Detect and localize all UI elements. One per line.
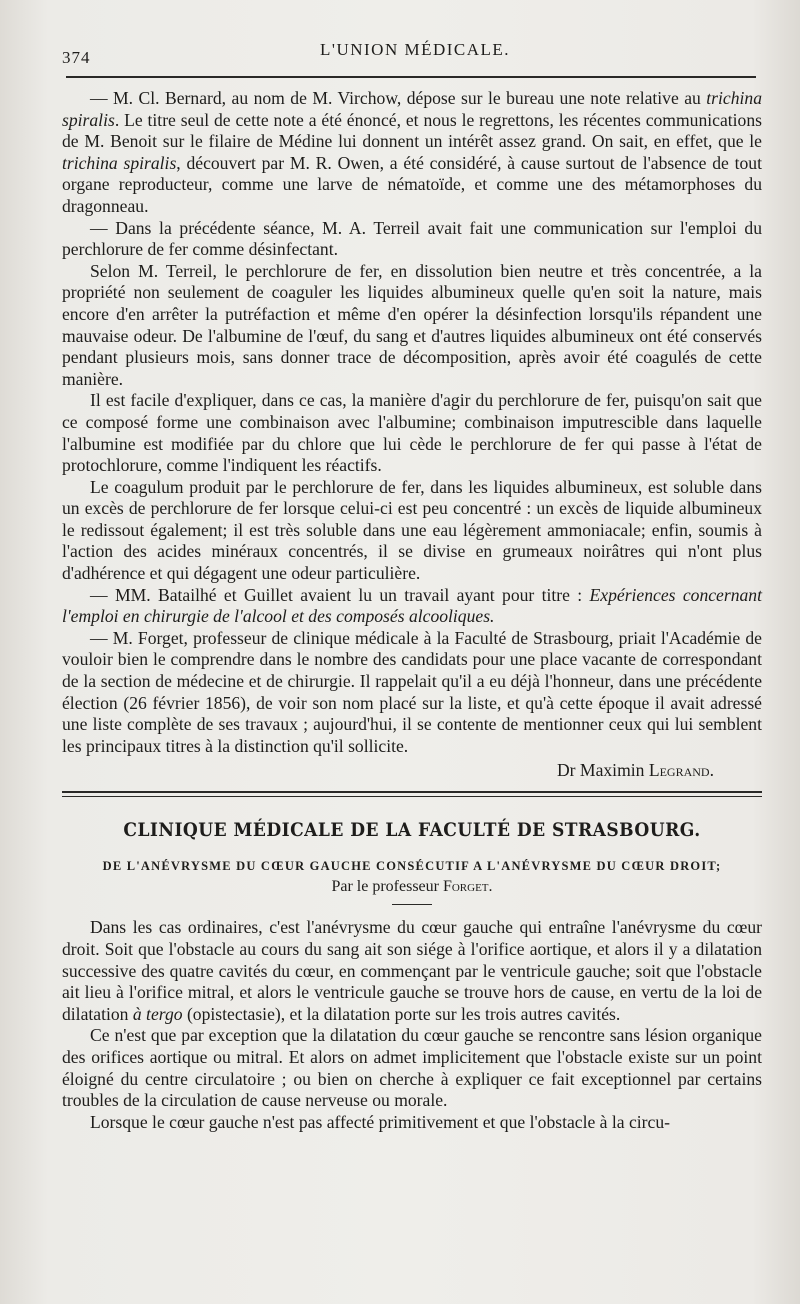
proceedings-paragraph xyxy=(62,390,762,476)
article-text xyxy=(62,917,762,1133)
italic-text: Expériences concernant l'emploi en chirurgie de l'alcool et des composés alcooliques. xyxy=(62,584,762,627)
italic-text: trichina spiralis xyxy=(62,152,177,173)
title-rule xyxy=(392,904,432,905)
proceedings-paragraph xyxy=(62,628,762,758)
byline-prefix: Par le professeur xyxy=(331,878,443,896)
text-run: — M. Forget, professeur de clinique médicale à la Faculté de Strasbourg, priait l'Académie de vouloir bien le comprendre dans le nombre des candidats pour une place vacante de correspondant de la section de médecine et de chirurgie. Il rappelait qu'il a eu déjà l'honneur, dans une précédente élection (26 février 1856), de voir son nom placé sur la liste, et qu'à cette époque il avait adressé une liste complète de ses travaux ; aujourd'hui, il se contente de mentionner ceux qui lui semblent les principaux titres à la distinction qu'il sollicite. xyxy=(62,627,762,756)
text-run: — Dans la précédente séance, M. A. Terreil avait fait une communication sur l'emploi du perchlorure de fer comme désinfectant. xyxy=(62,217,762,260)
text-run: Ce n'est que par exception que la dilatation du cœur gauche se rencontre sans lésion organique des orifices aortique ou mitral. Et alors on admet implicitement que l'obstacle existe sur un point éloigné du centre circulatoire ; ou bien on cherche à expliquer ce fait exceptionnel par certains troubles de la circulation de cause nerveuse ou morale. xyxy=(62,1025,762,1111)
byline-author: Forget. xyxy=(442,878,493,896)
section-divider xyxy=(62,791,762,797)
text-run: (opistectasie), et la dilatation porte sur les trois autres cavités. xyxy=(182,1003,621,1024)
byline xyxy=(62,878,762,896)
divider-thin xyxy=(62,796,762,797)
page-number: 374 xyxy=(62,48,91,67)
text-run: Dans les cas ordinaires, c'est l'anévrysme du cœur gauche qui entraîne l'anévrysme du cœur droit. Soit que l'obstacle au cours du sang ait son siége à l'orifice aortique, et alors il y a dilatation successive des quatre cavités du cœur, en commençant par le ventricule gauche; soit que l'obstacle ait lieu à l'orifice mitral, et alors le ventricule gauche se trouve hors de cause, en vertu de la loi de dilatation xyxy=(62,917,762,1024)
text-run: Il est facile d'expliquer, dans ce cas, la manière d'agir du perchlorure de fer, puisqu'on sait que ce composé forme une combinaison avec l'albumine; combinaison imputrescible dans laquelle l'albumine est modifiée par du chlore que lui cède le perchlorure de fer qui passe à l'état de protochlorure, comme l'indiquent les réactifs. xyxy=(62,390,762,476)
proceedings-paragraph xyxy=(62,585,762,628)
proceedings-paragraph xyxy=(62,88,762,218)
signature xyxy=(62,759,762,781)
article-paragraph xyxy=(62,1025,762,1111)
text-run: — MM. Batailhé et Guillet avaient lu un travail ayant pour titre : xyxy=(90,584,590,605)
running-head xyxy=(62,34,762,67)
proceedings-paragraph xyxy=(62,261,762,391)
header-rule xyxy=(66,76,756,78)
journal-title: L'UNION MÉDICALE. xyxy=(320,40,511,59)
divider-thick xyxy=(62,791,762,793)
text-run: Selon M. Terreil, le perchlorure de fer, en dissolution bien neutre et très concentrée, a la propriété non seulement de coaguler les liquides albumineux quelle qu'en soit la nature, mais encore d'en arrêter la putréfaction et même d'en opérer la désinfection lorsqu'ils répandent une mauvaise odeur. De l'albumine de l'œuf, du sang et d'autres liquides albumineux ont été conservés pendant plusieurs mois, sans donner trace de décomposition, après avoir été coagulés de cette manière. xyxy=(62,260,762,389)
text-run: Lorsque le cœur gauche n'est pas affecté primitivement et que l'obstacle à la circu- xyxy=(90,1111,671,1132)
italic-text: trichina spiralis xyxy=(62,88,762,130)
signature-prefix: Dr Maximin xyxy=(556,760,649,781)
proceedings-paragraph xyxy=(62,218,762,261)
section-title: CLINIQUE MÉDICALE DE LA FACULTÉ DE STRASBOURG. xyxy=(123,819,701,842)
signature-name: Legrand. xyxy=(648,760,714,781)
proceedings-text xyxy=(62,88,762,757)
italic-text: à tergo xyxy=(132,1003,183,1024)
text-run: . Le titre seul de cette note a été énoncé, et nous le regrettons, les récentes communications de M. Benoit sur le filaire de Médine lui donnent un intérêt assez grand. On sait, en effet, que le xyxy=(62,109,762,152)
article-paragraph xyxy=(62,917,762,1025)
text-run: , découvert par M. R. Owen, a été considéré, à cause surtout de l'absence de tout organe reproducteur, comme une larve de nématoïde, et comme une des métamorphoses du dragonneau. xyxy=(62,152,762,216)
proceedings-paragraph xyxy=(62,477,762,585)
article-title: DE L'ANÉVRYSME DU CŒUR GAUCHE CONSÉCUTIF A L'ANÉVRYSME DU CŒUR DROIT; xyxy=(102,859,722,874)
text-run: — M. Cl. Bernard, au nom de M. Virchow, dépose sur le bureau une note relative au xyxy=(90,88,707,108)
text-run: Le coagulum produit par le perchlorure de fer, dans les liquides albumineux, est soluble dans un excès de perchlorure de fer lorsque celui-ci est peu concentré : un excès de liquide albumineux le redissout également; il est très soluble dans une eau légèrement ammoniacale; enfin, soumis à l'action des acides minéraux concentrés, il se divise en grumeaux noirâtres qui n'ont plus d'adhérence et qui dégagent une odeur particulière. xyxy=(62,476,762,584)
article-paragraph xyxy=(62,1112,762,1134)
